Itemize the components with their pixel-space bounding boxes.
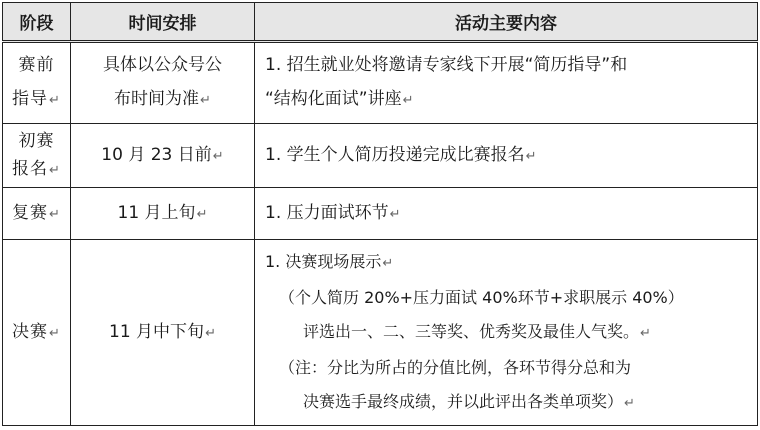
- paragraph-mark-icon: ↵: [382, 255, 394, 271]
- activity-text: 1. 压力面试环节: [265, 202, 389, 223]
- schedule-table: [2, 2, 758, 426]
- stage-text: 报名: [12, 158, 49, 179]
- paragraph-mark-icon: ↵: [205, 325, 216, 341]
- paragraph-mark-icon: ↵: [49, 93, 61, 108]
- activity-text: （注：分比为所占的分值比例，各环节得分总和为: [279, 357, 632, 377]
- paragraph-mark-icon: ↵: [525, 148, 537, 164]
- paragraph-mark-icon: ↵: [402, 93, 414, 108]
- time-cell: [71, 124, 255, 188]
- header-time: 时间安排: [71, 3, 255, 42]
- activity-text: （个人简历 20%+压力面试 40%环节+求职展示 40%）: [279, 287, 684, 307]
- table-row-registration: [3, 124, 758, 188]
- activity-text: 1. 招生就业处将邀请专家线下开展“简历指导”和: [265, 55, 628, 75]
- stage-cell: [3, 240, 71, 426]
- time-text: 11 月上旬: [117, 202, 196, 223]
- activity-cell: [255, 42, 758, 124]
- activity-text: 1. 学生个人简历投递完成比赛报名: [265, 144, 525, 165]
- paragraph-mark-icon: ↵: [624, 395, 635, 411]
- paragraph-mark-icon: ↵: [212, 148, 224, 164]
- paragraph-mark-icon: ↵: [389, 206, 401, 222]
- time-text: 具体以公众号公: [103, 55, 222, 75]
- activity-cell: [255, 240, 758, 426]
- time-text: 布时间为准: [114, 89, 200, 109]
- activity-text: 评选出一、二、三等奖、优秀奖及最佳人气奖。: [303, 321, 640, 341]
- time-cell: [71, 188, 255, 240]
- table-row-final: [3, 240, 758, 426]
- time-cell: [71, 240, 255, 426]
- activity-text: 1. 决赛现场展示: [265, 251, 382, 271]
- table-row-pre-guidance: [3, 42, 758, 124]
- stage-text: 初赛: [18, 130, 55, 151]
- paragraph-mark-icon: ↵: [49, 162, 61, 178]
- paragraph-mark-icon: ↵: [49, 325, 61, 341]
- header-row: [3, 3, 758, 42]
- time-text: 11 月中下旬: [109, 321, 205, 342]
- paragraph-mark-icon: ↵: [640, 325, 651, 341]
- stage-cell: [3, 188, 71, 240]
- time-text: 10 月 23 日前: [101, 144, 212, 165]
- activity-text: 决赛选手最终成绩，并以此评出各类单项奖）: [303, 391, 624, 411]
- stage-text: 赛前: [18, 55, 55, 75]
- activity-cell: [255, 188, 758, 240]
- activity-text: “结构化面试”讲座: [265, 89, 402, 109]
- paragraph-mark-icon: ↵: [49, 206, 61, 222]
- header-activity: 活动主要内容: [255, 3, 758, 42]
- paragraph-mark-icon: ↵: [200, 93, 211, 108]
- stage-cell: [3, 124, 71, 188]
- stage-text: 决赛: [12, 321, 49, 342]
- table-row-semifinal: [3, 188, 758, 240]
- paragraph-mark-icon: ↵: [196, 206, 208, 222]
- header-stage: 阶段: [3, 3, 71, 42]
- stage-cell: [3, 42, 71, 124]
- time-cell: [71, 42, 255, 124]
- activity-cell: [255, 124, 758, 188]
- stage-text: 指导: [12, 89, 49, 109]
- stage-text: 复赛: [12, 202, 49, 223]
